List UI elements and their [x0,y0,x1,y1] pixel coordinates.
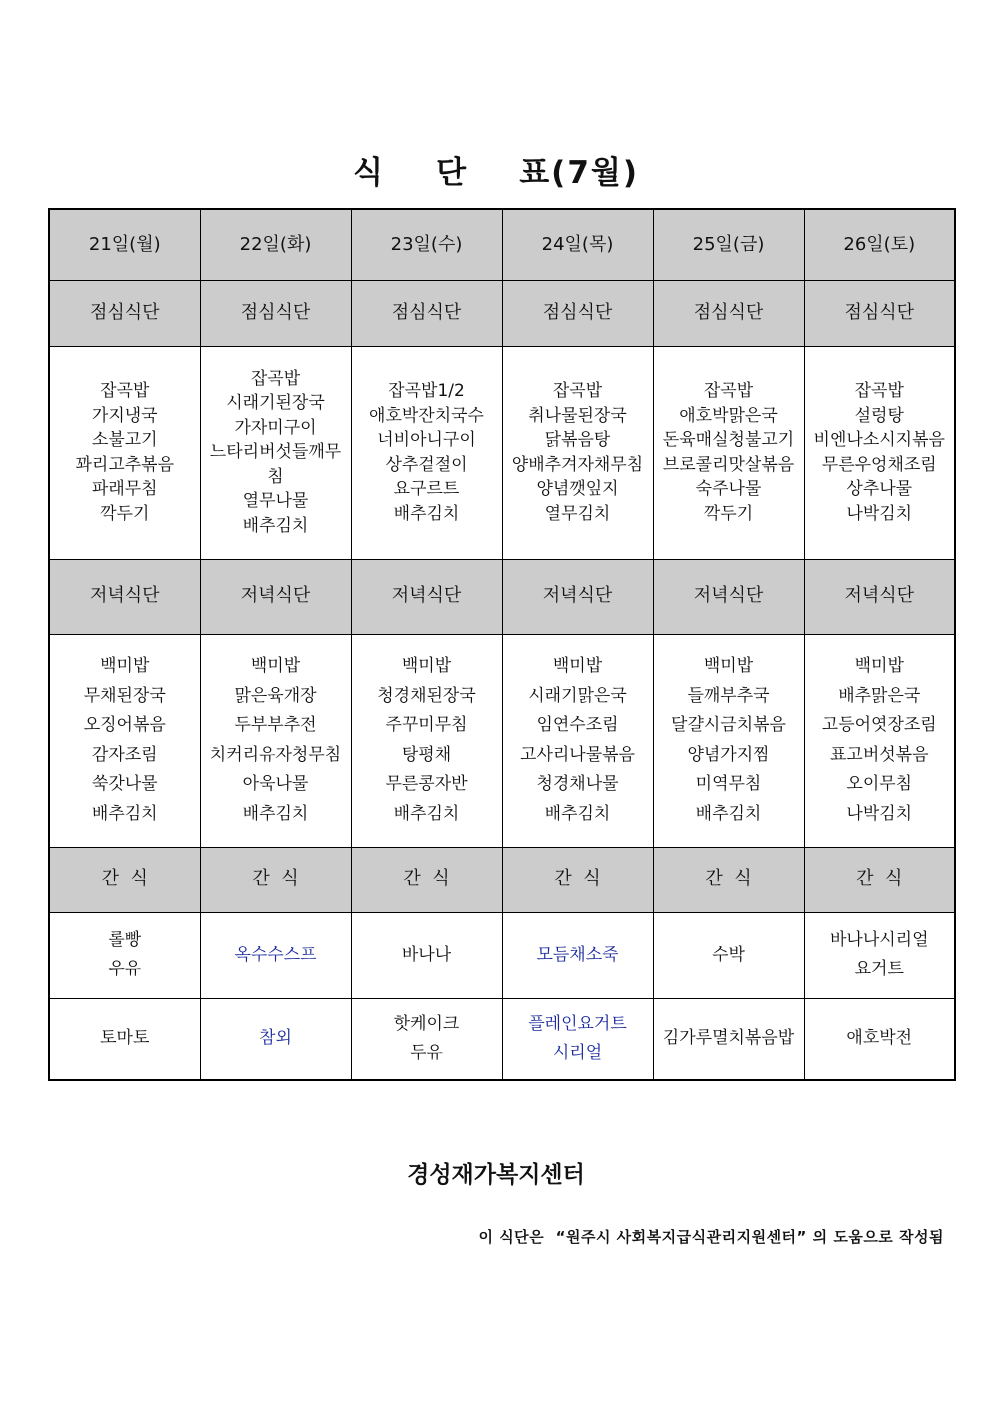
menu-item: 너비아니구이 [377,430,476,450]
snack-label: 간 식 [502,847,653,912]
menu-item: 배추김치 [393,803,460,824]
menu-item: 백미밥 [100,656,150,676]
snack-cell [351,998,502,1080]
menu-item: 애호박맑은국 [679,405,778,426]
lunch-cell [351,346,502,559]
menu-item: 무른우엉채조림 [821,454,937,475]
menu-item: 백미밥 [250,656,301,676]
snack-cell [502,912,653,998]
menu-item: 감자조림 [91,744,158,765]
menu-item: 청경채된장국 [377,685,476,706]
snack-label: 간 식 [804,847,955,912]
menu-item: 토마토 [100,1028,150,1049]
menu-item: 닭볶음탕 [544,430,611,450]
snack-cell [351,912,502,998]
lunch-label: 점심식단 [351,280,502,346]
dinner-cell [200,634,351,847]
menu-item: 잡곡밥 [703,381,754,401]
snack-header-row [49,847,955,912]
lunch-label: 점심식단 [653,280,804,346]
menu-item: 잡곡밥 [854,381,904,401]
date-cell: 24일(목) [502,209,653,280]
footnote: 이 식단은 “원주시 사회복지급식관리지원센터” 의 도움으로 작성됨 [478,1228,944,1246]
dinner-label: 저녁식단 [502,559,653,634]
date-cell: 25일(금) [653,209,804,280]
menu-item: 설렁탕 [854,405,904,426]
menu-item: 비엔나소시지볶음 [813,430,945,450]
menu-item: 플레인요거트 [528,1013,627,1034]
date-cell: 21일(월) [49,209,200,280]
menu-item: 가자미구이 [234,417,317,438]
lunch-label: 점심식단 [49,280,200,346]
menu-item: 고등어엿장조림 [821,715,937,735]
menu-item: 양념가지찜 [687,744,770,765]
menu-item: 수박 [712,944,745,965]
menu-item: 배추김치 [695,803,762,824]
dinner-cell [351,634,502,847]
menu-item: 바나나시리얼 [829,930,929,950]
menu-item: 탕평채 [401,744,452,765]
menu-item: 잡곡밥 [552,381,603,401]
dinner-header-row [49,559,955,634]
snack-label: 간 식 [49,847,200,912]
menu-item: 쑥갓나물 [91,774,158,794]
menu-item: 고사리나물볶음 [520,744,635,765]
date-cell: 23일(수) [351,209,502,280]
menu-item: 들깨부추국 [687,685,770,706]
menu-item: 잡곡밥 [100,381,150,401]
date-cell: 26일(토) [804,209,955,280]
menu-item: 애호박잔치국수 [369,405,484,426]
menu-item: 청경채나물 [536,774,619,794]
menu-item: 나박김치 [846,503,913,524]
snack-cell [804,912,955,998]
dinner-label: 저녁식단 [351,559,502,634]
menu-item: 백미밥 [401,656,452,676]
lunch-cell [804,346,955,559]
menu-item: 치커리유자청무침 [209,744,342,765]
menu-item: 상추겉절이 [385,454,468,475]
dinner-cell [653,634,804,847]
snack-cell [502,998,653,1080]
menu-item: 배추김치 [544,803,611,824]
menu-item: 취나물된장국 [528,405,627,426]
lunch-cell [502,346,653,559]
dinner-cell [502,634,653,847]
snack-cell [804,998,955,1080]
snack-cell [653,912,804,998]
menu-item: 핫케이크 [393,1013,460,1034]
snack-label: 간 식 [351,847,502,912]
menu-item: 주꾸미무침 [385,715,468,735]
menu-item: 소불고기 [91,430,158,450]
menu-item: 요구르트 [393,479,460,499]
snack-label: 간 식 [653,847,804,912]
menu-item: 바나나 [401,944,452,965]
menu-item: 양념깻잎지 [536,479,619,499]
snack-cell [653,998,804,1080]
snack-cell [49,998,200,1080]
lunch-cell [49,346,200,559]
menu-item: 우유 [108,959,142,979]
menu-item: 임연수조림 [536,715,619,735]
menu-item: 배추김치 [393,503,460,524]
menu-item: 배추맑은국 [838,685,921,706]
menu-item: 백미밥 [703,656,754,676]
menu-item: 깍두기 [100,503,150,524]
menu-item: 모듬채소죽 [536,944,619,965]
menu-item: 오징어볶음 [83,715,166,735]
menu-item: 브로콜리맛살볶음 [662,454,795,475]
center-name: 경성재가복지센터 [407,1162,585,1188]
menu-item: 시래기맑은국 [528,685,627,706]
menu-item: 참외 [259,1028,292,1049]
lunch-cell [653,346,804,559]
menu-item: 롤빵 [108,930,142,950]
lunch-header-row [49,280,955,346]
menu-item: 잡곡밥 [250,368,301,389]
snack-label: 간 식 [200,847,351,912]
lunch-cell [200,346,351,559]
menu-item: 가지냉국 [91,405,158,426]
dinner-row [49,634,955,847]
menu-item: 파래무침 [91,479,158,499]
lunch-label: 점심식단 [200,280,351,346]
menu-item: 상추나물 [846,479,913,499]
meal-table [48,208,956,1081]
menu-item: 시리얼 [552,1042,603,1063]
dinner-label: 저녁식단 [200,559,351,634]
date-cell: 22일(화) [200,209,351,280]
menu-item: 깍두기 [703,503,754,524]
date-row [49,209,955,280]
menu-item: 꽈리고추볶음 [75,454,175,475]
menu-item: 무른콩자반 [385,774,468,794]
menu-item: 느타리버섯들깨무침 [209,442,342,487]
menu-item: 배추김치 [91,803,158,824]
snack-row-1 [49,912,955,998]
snack-cell [200,998,351,1080]
lunch-label: 점심식단 [502,280,653,346]
menu-item: 두유 [410,1042,443,1063]
snack-row-2 [49,998,955,1080]
dinner-cell [49,634,200,847]
menu-item: 열무김치 [544,503,611,524]
lunch-label: 점심식단 [804,280,955,346]
menu-item: 아욱나물 [242,774,309,794]
menu-item: 배추김치 [242,803,309,824]
menu-item: 시래기된장국 [226,393,325,414]
page-title: 식 단 표(7월) [352,155,640,191]
menu-item: 무채된장국 [83,685,166,706]
snack-cell [200,912,351,998]
menu-item: 열무나물 [242,491,309,512]
dinner-label: 저녁식단 [804,559,955,634]
menu-item: 요거트 [854,959,904,979]
dinner-label: 저녁식단 [49,559,200,634]
menu-item: 미역무침 [695,774,762,794]
snack-cell [49,912,200,998]
menu-item: 오이무침 [846,774,913,794]
menu-item: 백미밥 [854,656,904,676]
menu-item: 표고버섯볶음 [829,744,929,765]
menu-item: 두부부추전 [234,715,317,735]
dinner-label: 저녁식단 [653,559,804,634]
menu-item: 애호박전 [846,1028,913,1049]
menu-item: 달걀시금치볶음 [671,715,786,735]
menu-item: 숙주나물 [695,479,762,499]
menu-item: 김가루멸치볶음밥 [662,1028,795,1049]
menu-item: 맑은육개장 [234,685,317,706]
menu-item: 돈육매실청불고기 [662,430,795,450]
menu-item: 백미밥 [552,656,603,676]
menu-item: 양배추겨자채무침 [511,454,644,475]
menu-item: 잡곡밥1/2 [388,381,465,401]
menu-item: 옥수수스프 [234,944,317,965]
menu-item: 배추김치 [242,515,309,536]
menu-item: 나박김치 [846,803,913,824]
dinner-cell [804,634,955,847]
lunch-row [49,346,955,559]
